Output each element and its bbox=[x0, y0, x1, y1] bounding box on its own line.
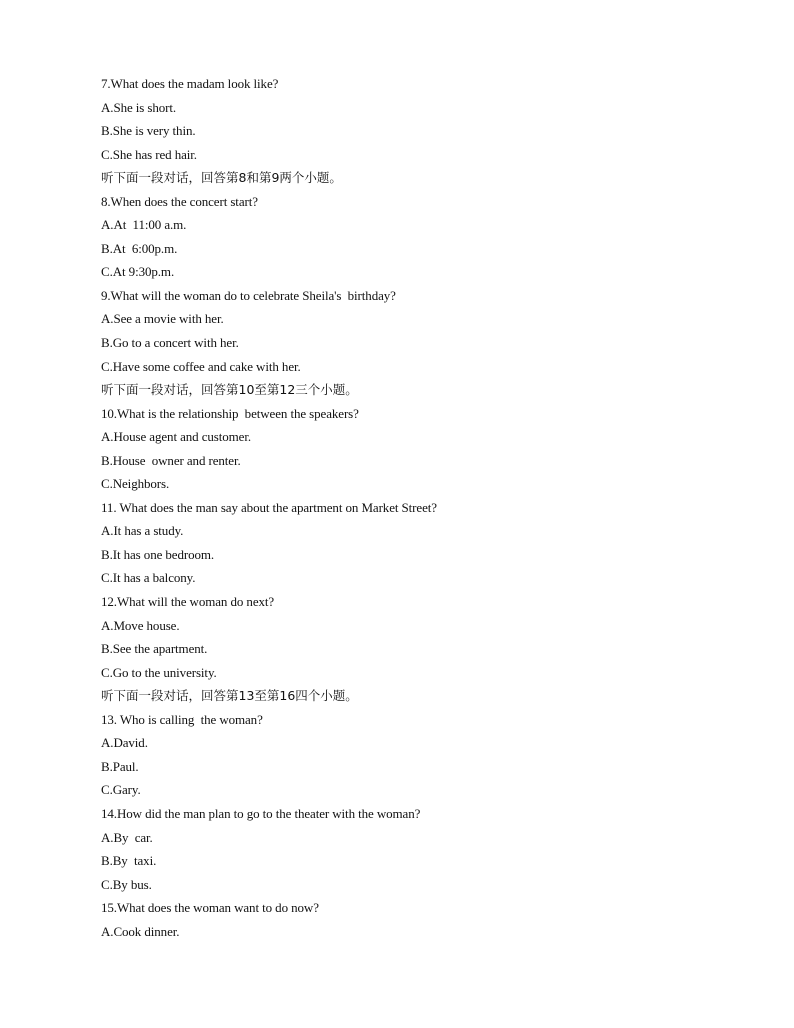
document-page bbox=[101, 72, 761, 943]
question-text: 15.What does the woman want to do now? bbox=[101, 900, 319, 916]
answer-option: C.Have some coffee and cake with her. bbox=[101, 358, 301, 374]
answer-option: C.Neighbors. bbox=[101, 476, 170, 492]
answer-option: B.Go to a concert with her. bbox=[101, 335, 239, 351]
answer-option: A.It has a study. bbox=[101, 523, 184, 539]
answer-option: C.At 9:30p.m. bbox=[101, 264, 175, 280]
answer-option: C.Gary. bbox=[101, 782, 141, 798]
question-text: 7.What does the madam look like? bbox=[101, 76, 279, 91]
question-text: 11. What does the man say about the apartment on Market Street? bbox=[101, 499, 437, 515]
answer-option: B.She is very thin. bbox=[101, 123, 196, 139]
answer-option: B.See the apartment. bbox=[101, 641, 208, 657]
answer-option: A.Move house. bbox=[101, 617, 180, 633]
answer-option: C.It has a balcony. bbox=[101, 570, 196, 586]
section-instruction: 听下面一段对话，回答第10至第12三个小题。 bbox=[101, 382, 358, 398]
answer-option: C.She has red hair. bbox=[101, 146, 197, 162]
answer-option: B.It has one bedroom. bbox=[101, 546, 215, 562]
question-text: 8.When does the concert start? bbox=[101, 193, 258, 209]
answer-option: A.David. bbox=[101, 735, 148, 751]
answer-option: C.Go to the university. bbox=[101, 664, 217, 680]
answer-option: B.House owner and renter. bbox=[101, 452, 241, 468]
question-text: 9.What will the woman do to celebrate Sheila's birthday? bbox=[101, 287, 396, 303]
question-text: 14.How did the man plan to go to the theater with the woman? bbox=[101, 805, 421, 821]
question-text: 13. Who is calling the woman? bbox=[101, 711, 263, 727]
answer-option: A.By car. bbox=[101, 829, 153, 845]
question-text: 12.What will the woman do next? bbox=[101, 594, 275, 610]
answer-option: A.She is short. bbox=[101, 99, 177, 115]
answer-option: B.At 6:00p.m. bbox=[101, 240, 178, 256]
answer-option: C.By bus. bbox=[101, 876, 152, 892]
answer-option: B.Paul. bbox=[101, 758, 139, 774]
section-instruction: 听下面一段对话，回答第13至第16四个小题。 bbox=[101, 688, 358, 704]
answer-option: A.Cook dinner. bbox=[101, 923, 180, 939]
answer-option: A.House agent and customer. bbox=[101, 429, 252, 445]
answer-option: A.See a movie with her. bbox=[101, 311, 224, 327]
answer-option: A.At 11:00 a.m. bbox=[101, 217, 187, 233]
section-instruction: 听下面一段对话，回答第8和第9两个小题。 bbox=[101, 170, 342, 186]
question-text: 10.What is the relationship between the speakers? bbox=[101, 405, 359, 421]
answer-option: B.By taxi. bbox=[101, 853, 157, 869]
